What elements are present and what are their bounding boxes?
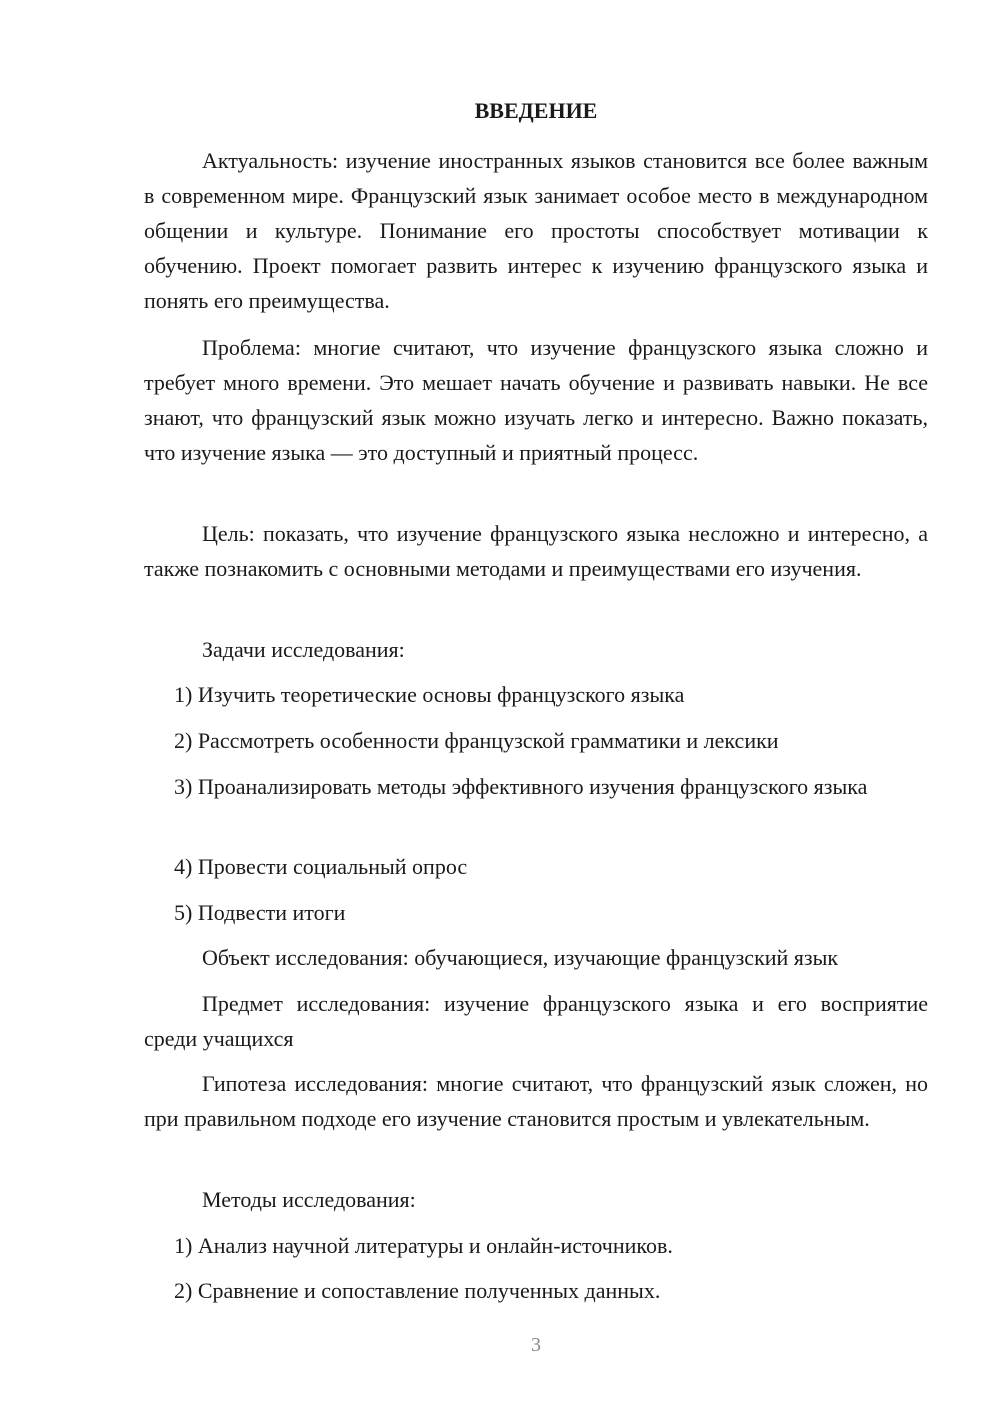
hypothesis-paragraph: Гипотеза исследования: многие считают, что французский язык сложен, но при правильном подходе его изучение становится простым и увлекательным.	[144, 1071, 928, 1131]
relevance-paragraph: Актуальность: изучение иностранных языков становится все более важным в современном мире. Французский язык занимает особое место в международном общении и культуре. Понимание его простоты способствует мотивации к обучению. Проект помогает развить интерес к изучению французского языка и понять его преимущества.	[144, 148, 928, 313]
page-title: ВВЕДЕНИЕ	[474, 98, 598, 123]
task-item-2: 2) Рассмотреть особенности французской грамматики и лексики	[174, 728, 779, 753]
task-item-3: 3) Проанализировать методы эффективного изучения французского языка	[174, 774, 868, 799]
method-item-2: 2) Сравнение и сопоставление полученных данных.	[174, 1278, 661, 1303]
methods-heading: Методы исследования:	[202, 1187, 416, 1212]
object-paragraph: Объект исследования: обучающиеся, изучающие французский язык	[202, 945, 839, 970]
tasks-heading: Задачи исследования:	[202, 637, 405, 662]
document-page	[144, 0, 928, 1414]
problem-paragraph: Проблема: многие считают, что изучение французского языка сложно и требует много времени. Это мешает начать обучение и развивать навыки. Не все знают, что французский язык можно изучать легко и интересно. Важно показать, что изучение языка — это доступный и приятный процесс.	[144, 335, 928, 465]
task-item-4: 4) Провести социальный опрос	[174, 854, 468, 879]
task-item-1: 1) Изучить теоретические основы французского языка	[174, 682, 685, 707]
subject-paragraph: Предмет исследования: изучение французского языка и его восприятие среди учащихся	[144, 991, 928, 1051]
method-item-1: 1) Анализ научной литературы и онлайн-источников.	[174, 1233, 673, 1258]
task-item-5: 5) Подвести итоги	[174, 900, 346, 925]
page-number: 3	[531, 1334, 541, 1356]
goal-paragraph: Цель: показать, что изучение французского языка несложно и интересно, а также познакомить с основными методами и преимуществами его изучения.	[144, 521, 928, 581]
